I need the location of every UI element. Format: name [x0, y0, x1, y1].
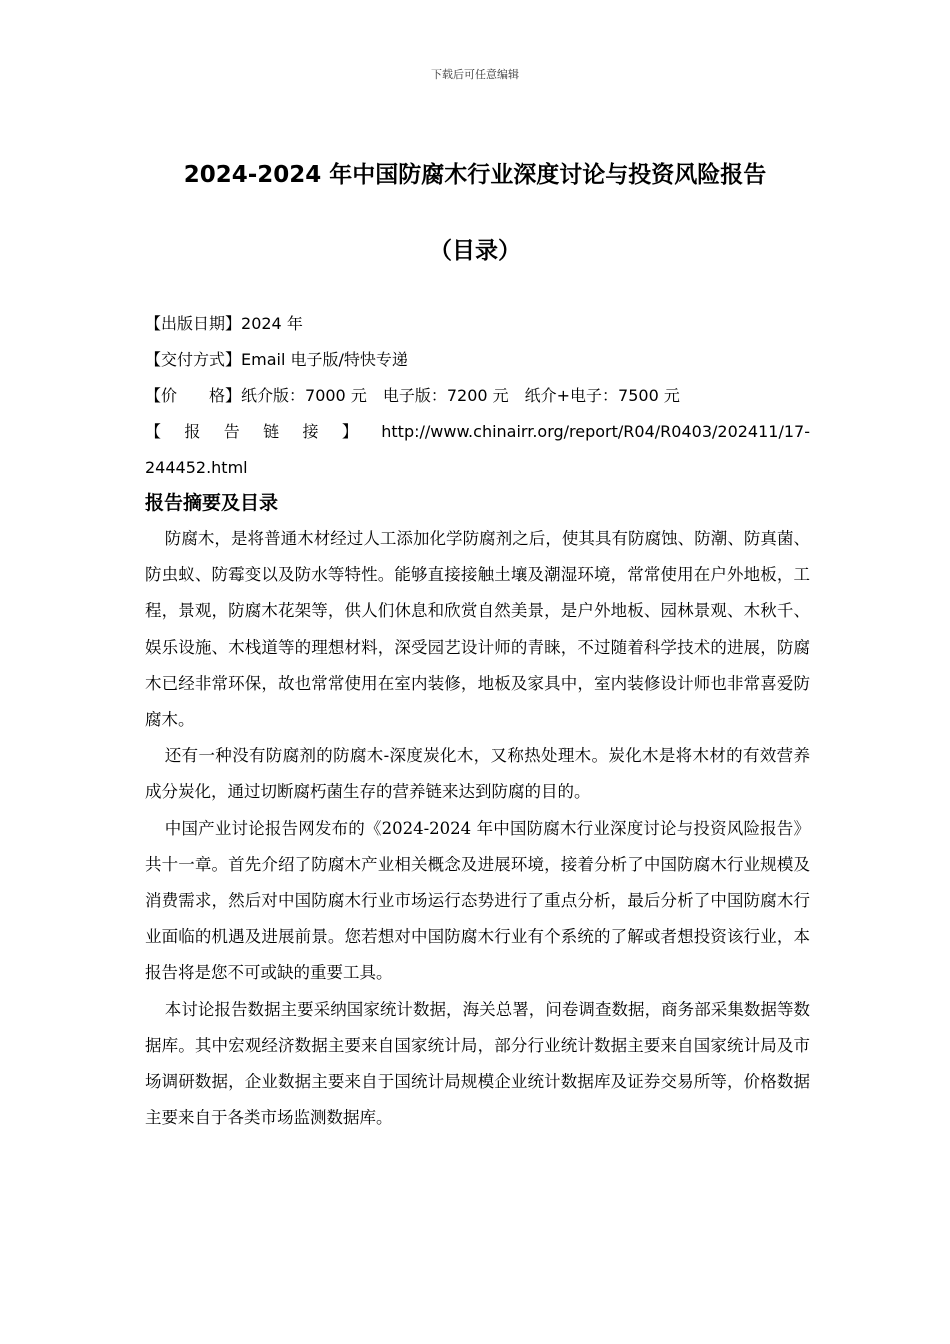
pub-date-label: 【出版日期】: [145, 314, 242, 333]
link-label-char: 接: [302, 422, 319, 441]
link-label-char: 【: [145, 422, 162, 441]
delivery-label: 【交付方式】: [145, 350, 242, 369]
report-link-continued[interactable]: 244452.html: [145, 458, 248, 477]
section-heading: 报告摘要及目录: [145, 492, 279, 514]
summary-paragraph: 中国产业讨论报告网发布的《2024-2024 年中国防腐木行业深度讨论与投资风险报告》共十一章。首先介绍了防腐木产业相关概念及进展环境，接着分析了中国防腐木行业规模及消费需求，然后对中国防腐木行业市场运行态势进行了重点分析，最后分析了中国防腐木行业面临的机遇及进展前景。您若想对中国防腐木行业有个系统的了解或者想投资该行业，本报告将是您不可或缺的重要工具。: [145, 818, 810, 983]
link-label-char: 报: [184, 422, 201, 441]
report-meta: [145, 306, 810, 486]
report-subtitle: （目录）: [429, 238, 521, 264]
delivery-value: Email 电子版/特快专递: [241, 350, 408, 369]
price-label: 【价 格】: [145, 386, 242, 405]
meta-price: [145, 378, 810, 414]
meta-pub-date: [145, 306, 810, 342]
summary-body: [145, 521, 810, 1136]
link-label-char: 告: [223, 422, 240, 441]
price-paper: 纸介版：7000 元: [241, 386, 367, 405]
summary-paragraph: 还有一种没有防腐剂的防腐木-深度炭化木，又称热处理木。炭化木是将木材的有效营养成分炭化，通过切断腐朽菌生存的营养链来达到防腐的目的。: [145, 746, 810, 802]
price-combo: 纸介+电子：7500 元: [524, 386, 680, 405]
meta-link-continued: [145, 450, 810, 486]
summary-paragraph: 防腐木，是将普通木材经过人工添加化学防腐剂之后，使其具有防腐蚀、防潮、防真菌、防虫蚁、防霉变以及防水等特性。能够直接接触土壤及潮湿环境，常常使用在户外地板，工程，景观，防腐木花架等，供人们休息和欣赏自然美景，是户外地板、园林景观、木秋千、娱乐设施、木栈道等的理想材料，深受园艺设计师的青睐，不过随着科学技术的进展，防腐木已经非常环保，故也常常使用在室内装修，地板及家具中，室内装修设计师也非常喜爱防腐木。: [145, 529, 810, 730]
pub-date-value: 2024 年: [241, 314, 303, 333]
meta-delivery: [145, 342, 810, 378]
meta-link: [145, 414, 810, 450]
link-label-char: 链: [263, 422, 280, 441]
summary-paragraph: 本讨论报告数据主要采纳国家统计数据，海关总署，问卷调查数据，商务部采集数据等数据库。其中宏观经济数据主要来自国家统计局，部分行业统计数据主要来自国家统计局及市场调研数据，企业数据主要来自于国统计局规模企业统计数据库及证券交易所等，价格数据主要来自于各类市场监测数据库。: [145, 999, 810, 1128]
price-electronic: 电子版：7200 元: [382, 386, 509, 405]
header-note: 下载后可任意编辑: [431, 68, 519, 81]
report-title: 2024-2024 年中国防腐木行业深度讨论与投资风险报告: [183, 162, 767, 188]
link-label-char: 】: [341, 422, 358, 441]
report-link[interactable]: http://www.chinairr.org/report/R04/R0403/202411/17-: [381, 422, 810, 441]
